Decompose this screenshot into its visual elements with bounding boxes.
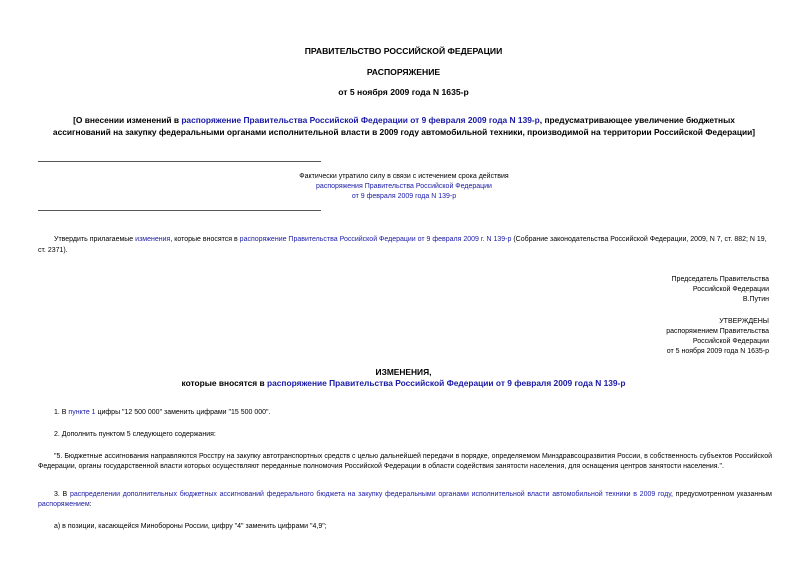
approved-by-line: распоряжением Правительства <box>666 328 769 335</box>
approve-text-1: Утвердить прилагаемые <box>54 236 136 243</box>
document-title <box>48 115 760 138</box>
changes-heading-prefix: которые вносятся в <box>181 378 267 388</box>
government-heading: ПРАВИТЕЛЬСТВО РОССИЙСКОЙ ФЕДЕРАЦИИ <box>304 46 503 56</box>
item-1 <box>54 408 774 418</box>
item-3 <box>38 490 772 510</box>
status-note <box>230 172 578 202</box>
title-link-order-139[interactable]: распоряжение Правительства Российской Федерации от 9 февраля 2009 года N 139-р <box>181 115 540 125</box>
signature-country: Российской Федерации <box>692 286 769 293</box>
status-note-text: Фактически утратило силу в связи с истечением срока действия <box>299 173 509 180</box>
item-3-text-a: 3. В <box>54 491 70 498</box>
signature-block <box>469 275 769 305</box>
link-order-139[interactable]: распоряжение Правительства Российской Федерации от 9 февраля 2009 г. N 139-р <box>239 236 512 243</box>
status-note-link-line1[interactable]: распоряжения Правительства Российской Федерации <box>316 183 492 190</box>
divider-bottom <box>38 210 321 211</box>
document-date-number: от 5 ноября 2009 года N 1635-р <box>338 87 469 97</box>
changes-heading-link[interactable]: распоряжение Правительства Российской Федерации от 9 февраля 2009 года N 139-р <box>266 378 626 388</box>
link-distribution[interactable]: распределении дополнительных бюджетных ассигнований федерального бюджета на закупку федеральными органами исполнительной власти автомобильной техники в 2009 году <box>69 491 671 498</box>
signature-name: В.Путин <box>742 296 769 303</box>
item-3-text-c: : <box>89 501 92 508</box>
approved-label: УТВЕРЖДЕНЫ <box>719 318 769 325</box>
approve-paragraph <box>38 234 772 256</box>
item-3-text-b: , предусмотренном указанным <box>671 491 772 498</box>
divider-top <box>38 161 321 162</box>
title-rest: , предусматривающее увеличение бюджетных ассигнований на закупку федеральными органами исполнительной власти в 2009 году автомобильной техники, производимой на территории Российской Федерации] <box>52 115 756 137</box>
item-2: 2. Дополнить пунктом 5 следующего содержания: <box>54 431 216 438</box>
link-order[interactable]: распоряжением <box>38 501 90 508</box>
changes-heading <box>0 367 807 389</box>
changes-heading-title: ИЗМЕНЕНИЯ, <box>375 367 432 377</box>
link-point-1[interactable]: пункте 1 <box>68 409 96 416</box>
item-1-text-a: 1. В <box>54 409 69 416</box>
item-1-text-b: цифры "12 500 000" заменить цифрами "15 500 000". <box>95 409 271 416</box>
item-3a: а) в позиции, касающейся Минобороны России, цифру "4" заменить цифрами "4,9"; <box>54 523 327 530</box>
signature-position: Председатель Правительства <box>671 276 769 283</box>
approve-text-3: (Собрание законодательства Российской Федерации, 2009, N 7, ст. 882; N 19, ст. 2371). <box>38 236 767 254</box>
status-note-link-line2[interactable]: от 9 февраля 2009 года N 139-р <box>351 193 457 200</box>
approve-text-2: , которые вносятся в <box>170 236 240 243</box>
item-2-quote: "5. Бюджетные ассигнования направляются Росстру на закупку автотранспортных средств с целью дальнейшей передачи в порядке, определяемом Минздравсоцразвития России, в собственность субъектов Российской Федерации, органы государственной власти которых осуществляют переданные полномочия Российской Федерации в области содействия занятости населения, для оснащения центров занятости населения.". <box>38 453 772 470</box>
link-changes[interactable]: изменения <box>135 236 171 243</box>
approved-country: Российской Федерации <box>692 338 769 345</box>
document-type: РАСПОРЯЖЕНИЕ <box>366 67 441 77</box>
title-open: [О внесении изменений в <box>73 115 182 125</box>
approved-block <box>469 317 769 357</box>
approved-date: от 5 ноября 2009 года N 1635-р <box>666 348 769 355</box>
